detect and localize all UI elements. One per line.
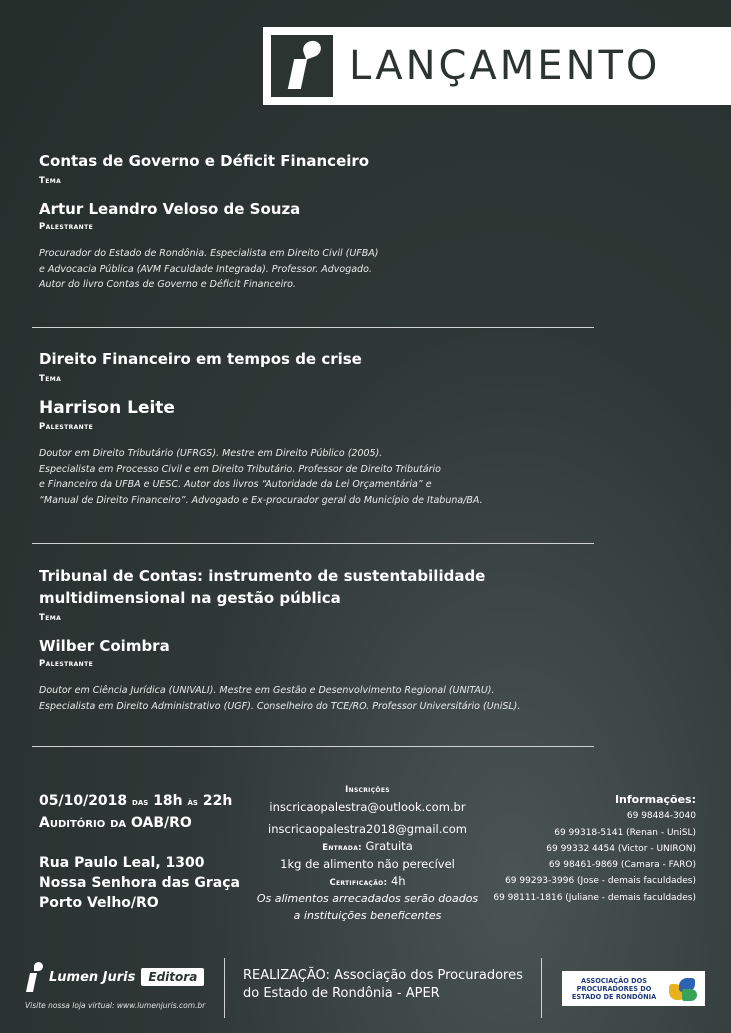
talk-2 [39,348,599,508]
contact-phone: 69 99318-5141 (Renan - UniSL) [554,827,696,838]
publisher-name: Lumen Juris [49,969,136,985]
event-start: 18h [153,793,183,809]
registration-info [255,782,480,924]
publisher-logo [25,962,204,992]
speaker-name: Artur Leandro Veloso de Souza [39,200,301,218]
speaker-name: Harrison Leite [39,398,175,418]
speaker-label: Palestrante [39,422,94,432]
event-venue: Auditório da OAB/RO [39,815,192,831]
theme-label: Tema [39,176,62,186]
aper-line: ESTADO DE RONDÔNIA [571,992,657,1001]
contact-phone: 69 98461-9869 (Camara - FARO) [548,860,696,871]
donation-note: Os alimentos arrecadados serão doados [256,892,479,905]
publisher-site[interactable]: Visite nossa loja virtual: www.lumenjuris.com.br [25,1001,206,1010]
organizer-label: REALIZAÇÃO: [243,968,330,983]
speaker-bio [39,446,599,508]
theme-label: Tema [39,374,62,384]
footer-divider [541,958,542,1018]
bio-line: Especialista em Processo Civil e em Direito Tributário. Professor de Direito Tributário [39,463,441,475]
aper-logo [562,971,705,1006]
section-divider [32,746,594,747]
section-divider [32,327,594,328]
bio-line: e Financeiro da UFBA e UESC. Autor dos livros “Autoridade da Lei Orçamentária” e [39,479,432,490]
organizer-name: do Estado de Rondônia - APER [243,986,440,1001]
aper-line: PROCURADORES DO [576,984,652,993]
header-banner [263,27,731,105]
aper-emblem-icon [667,975,701,1003]
talk-theme: Contas de Governo e Déficit Financeiro [39,152,370,170]
theme-line: Tribunal de Contas: instrumento de sustentabilidade [39,567,486,585]
event-date: 05/10/2018 [39,793,128,809]
bio-line: Doutor em Direito Tributário (UFRGS). Mestre em Direito Público (2005). [39,448,383,459]
lumen-juris-logo-icon [271,35,333,97]
talk-3 [39,565,599,714]
contact-phone: 69 98111-1816 (Juliane - demais faculdades) [493,892,696,903]
certification-label: Certificação: [329,877,388,888]
event-as: às [187,797,198,808]
speaker-label: Palestrante [39,659,94,669]
registration-email[interactable]: inscricaopalestra@outlook.com.br [269,799,466,814]
bio-line: Especialista em Direito Administrativo (UGF). Conselheiro do TCE/RO. Professor Universitário (UniSL). [39,700,521,712]
bio-line: Doutor em Ciência Jurídica (UNIVALI). Mestre em Gestão e Desenvolvimento Regional (UNITAU). [39,685,495,696]
address-line: Nossa Senhora das Graça [39,875,240,891]
address-line: Rua Paulo Leal, 1300 [39,855,205,871]
entry-value: Gratuita [365,838,413,853]
event-address [39,853,240,913]
contact-phone: 69 99293-3996 (Jose - demais faculdades) [505,876,696,887]
registration-email[interactable]: inscricaopalestra2018@gmail.com [268,822,467,836]
bio-line: Procurador do Estado de Rondônia. Especialista em Direito Civil (UFBA) [39,248,379,259]
event-datetime [39,791,240,813]
speaker-bio [39,683,599,714]
bio-line: e Advocacia Pública (AVM Faculdade Integrada). Professor. Advogado. [39,263,372,275]
event-end: 22h [202,793,233,809]
bio-line: Autor do livro Contas de Governo e Déficit Financeiro. [39,279,296,290]
donation-note: a instituições beneficentes [293,908,442,922]
aper-line: ASSOCIAÇÃO DOS [581,976,647,985]
speaker-label: Palestrante [39,222,94,232]
page-title: LANÇAMENTO [349,43,661,89]
event-details [39,791,240,913]
contact-title: Informações: [614,793,696,806]
contact-phone: 69 98484-3040 [626,811,696,822]
contact-info [493,792,696,906]
theme-label: Tema [39,613,62,623]
theme-line: multidimensional na gestão pública [39,589,341,607]
contact-phone: 69 99332 4454 (Victor - UNIRON) [546,843,696,854]
section-divider [32,543,594,544]
address-line: Porto Velho/RO [39,895,159,911]
certification-value: 4h [390,873,406,888]
talk-theme: Direito Financeiro em tempos de crise [39,350,362,368]
speaker-name: Wilber Coimbra [39,637,170,655]
event-das: das [132,797,149,808]
publisher-tag: Editora [141,968,204,986]
talk-1 [39,150,599,293]
lumen-juris-icon [25,962,43,992]
speaker-bio [39,246,599,293]
organizer-credit [243,967,523,1003]
registration-label: Inscrições [345,785,390,795]
footer-divider [224,958,225,1018]
entry-detail: 1kg de alimento não perecível [280,857,455,871]
talk-theme [39,565,599,609]
aper-logo-text [566,977,662,1001]
entry-label: Entrada: [322,842,362,853]
organizer-name: Associação dos Procuradores [334,968,523,983]
bio-line: “Manual de Direito Financeiro”. Advogado e Ex-procurador geral do Município de Itabuna/BA. [39,494,483,506]
